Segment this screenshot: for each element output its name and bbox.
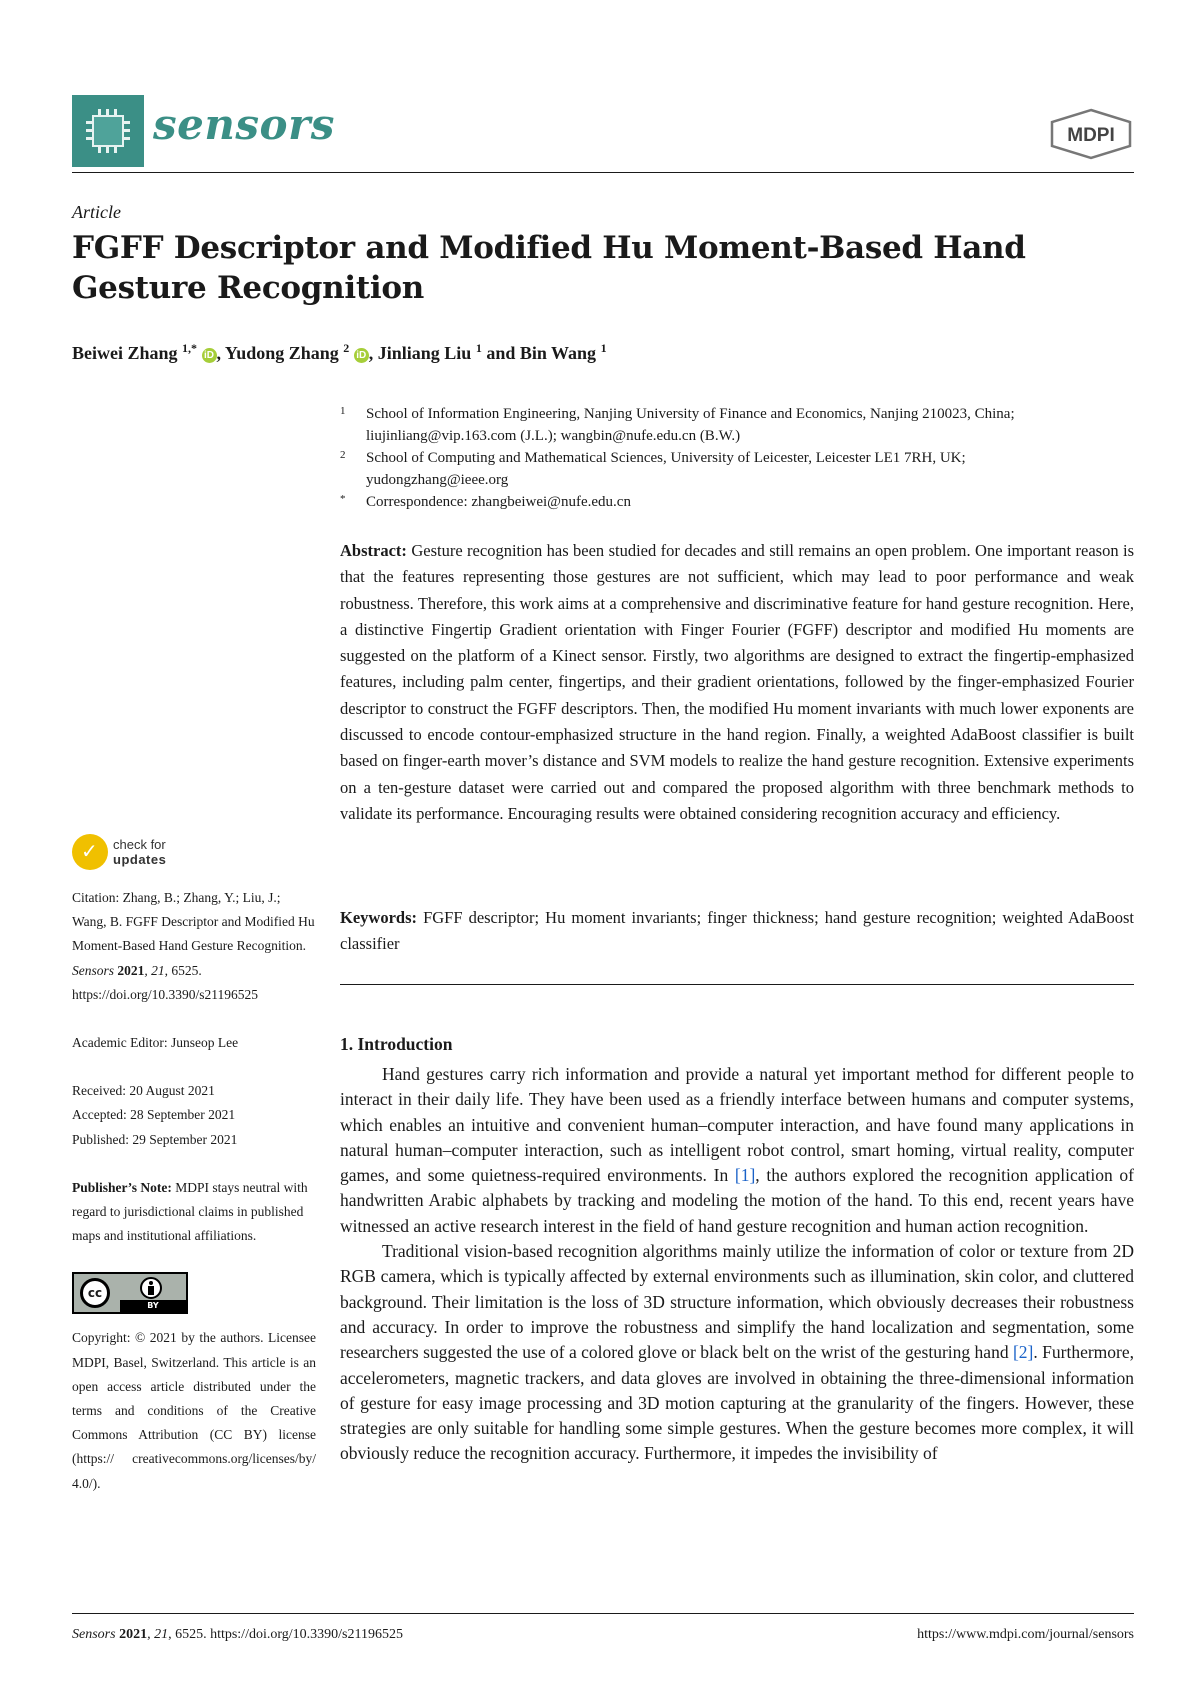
author-separator: , <box>368 343 378 363</box>
checkmark-icon: ✓ <box>72 834 108 870</box>
affiliation-item <box>340 447 1140 491</box>
journal-name[interactable]: sensors <box>153 100 335 149</box>
abstract <box>340 538 1134 827</box>
citation-label: Citation: <box>72 890 120 905</box>
citation-volume: , 21 <box>144 962 165 978</box>
copyright-notice: Copyright: © 2021 by the authors. Licensee MDPI, Basel, Switzerland. This article is an open access article distributed under the terms and conditions of the Creative Commons Attribution (CC BY) license (https:// creativecommons.org/licenses/by/ 4.0/). <box>72 1330 316 1491</box>
dates <box>72 1079 316 1152</box>
citation-year: 2021 <box>114 962 145 978</box>
author-name[interactable]: Bin Wang <box>519 343 597 363</box>
introduction-body <box>340 1062 1134 1467</box>
paragraph <box>340 1239 1134 1467</box>
check-for-updates-button[interactable] <box>72 834 212 872</box>
journal-url-link[interactable]: https://www.mdpi.com/journal/sensors <box>917 1627 1134 1642</box>
affiliation-item <box>340 491 1140 513</box>
article-title <box>72 228 1134 308</box>
author-name[interactable]: Jinliang Liu <box>377 343 472 363</box>
paragraph-text: Hand gestures carry rich information and provide a natural yet important method for different people to interact in their daily life. They have been used as a friendly interface between humans and computer systems, which enables an intuitive and convenient human–computer interaction, and have found many applications in natural human–computer interaction, such as intelligent robot control, smart homing, virtual reality, computer games, and some quietness-required environments. In <box>340 1064 1134 1186</box>
orcid-icon[interactable]: iD <box>354 348 369 363</box>
check-updates-label: updates <box>113 852 167 867</box>
affiliation-emails[interactable]: liujinliang@vip.163.com (J.L.); wangbin@nufe.edu.cn (B.W.) <box>366 428 741 444</box>
by-label: BY <box>120 1300 186 1312</box>
affiliation-marker: 1 <box>340 405 346 417</box>
mdpi-logo[interactable] <box>1048 108 1134 160</box>
affiliation-line: School of Computing and Mathematical Sciences, University of Leicester, Leicester LE1 7RH, UK; <box>366 450 966 466</box>
author-affil-marker: 2 <box>343 341 350 355</box>
author-separator: , <box>216 343 225 363</box>
author-and: and <box>481 343 520 363</box>
correspondence-line[interactable]: Correspondence: zhangbeiwei@nufe.edu.cn <box>366 494 631 510</box>
affiliation-line: School of Information Engineering, Nanjing University of Finance and Economics, Nanjing 210023, China; <box>366 406 1015 422</box>
creative-commons-icon: cc <box>80 1278 110 1308</box>
publisher-note-label: Publisher’s Note: <box>72 1179 172 1195</box>
mdpi-logo-text: MDPI <box>1067 125 1115 146</box>
published-date: Published: 29 September 2021 <box>72 1131 238 1147</box>
keywords <box>340 905 1134 957</box>
publisher-note <box>72 1176 316 1249</box>
article-sidebar <box>72 886 316 1496</box>
citation-text: Zhang, B.; Zhang, Y.; Liu, J.; Wang, B. FGFF Descriptor and Modified Hu Moment-Based Hand Gesture Recognition. <box>72 890 315 954</box>
footer-year: 2021 <box>115 1627 148 1642</box>
paragraph-text: Traditional vision-based recognition algorithms mainly utilize the information of color or texture from 2D RGB camera, which is typically affected by external environments such as illumination, skin color, and cluttered background. Their limitation is the loss of 3D structure information, which obviously decreases their robustness and accuracy. In order to improve the robustness and simplify the hand localization and segmentation, some researchers suggested the use of a colored glove or black belt on the wrist of the gesturing hand <box>340 1241 1134 1363</box>
paragraph <box>340 1062 1134 1239</box>
header-divider <box>72 172 1134 173</box>
citation-doi[interactable]: , 6525. https://doi.org/10.3390/s21196525 <box>72 962 259 1002</box>
citation-link[interactable]: [2] <box>1012 1342 1034 1363</box>
author-affil-marker: 1 <box>475 341 482 355</box>
footer-doi[interactable]: , 6525. https://doi.org/10.3390/s21196525 <box>168 1627 403 1642</box>
received-date: Received: 20 August 2021 <box>72 1083 215 1099</box>
author-list <box>72 341 607 364</box>
keywords-text: FGFF descriptor; Hu moment invariants; finger thickness; hand gesture recognition; weighted AdaBoost classifier <box>340 908 1134 953</box>
publisher-note-text: MDPI stays neutral with regard to jurisdictional claims in published maps and institutional affiliations. <box>72 1179 308 1244</box>
footer-volume: , 21 <box>147 1627 169 1642</box>
citation-link[interactable]: [1] <box>734 1165 756 1186</box>
footer-journal: Sensors <box>72 1627 116 1642</box>
academic-editor: Academic Editor: Junseop Lee <box>72 1035 239 1051</box>
author-affil-marker: 1 <box>600 341 607 355</box>
author-name[interactable]: Beiwei Zhang <box>72 343 178 363</box>
cc-by-license-badge[interactable] <box>72 1272 188 1314</box>
abstract-text: Gesture recognition has been studied for decades and still remains an open problem. One important reason is that the features representing those gestures are not sufficient, which may lead to poor performance and weak robustness. Therefore, this work aims at a comprehensive and discriminative feature for hand gesture recognition. Here, a distinctive Fingertip Gradient orientation with Finger Fourier (FGFF) descriptor and modified Hu moments are suggested on the platform of a Kinect sensor. Firstly, two algorithms are designed to extract the fingertip-emphasized features, including palm center, fingertips, and their gradient orientations, followed by the finger-emphasized Fourier descriptor to construct the FGFF descriptors. Then, the modified Hu moment invariants with much lower exponents are discussed to encode contour-emphasized structure in the hand region. Finally, a weighted AdaBoost classifier is built based on finger-earth mover’s distance and SVM models to realize the hand gesture recognition. Extensive experiments on a ten-gesture dataset were carried out and compared the proposed algorithm with three benchmark methods to validate its performance. Encouraging results were obtained considering recognition accuracy and efficiency. <box>340 541 1135 823</box>
author-affil-marker: 1,* <box>182 341 198 355</box>
citation-block <box>72 886 316 1007</box>
affiliations <box>340 403 1140 513</box>
paragraph-text: , the authors explored the recognition application of handwritten Arabic alphabets by tracking and modeling the motion of the hand. To this end, recent years have witnessed an active research interest in the field of hand gesture recognition and human action recognition. <box>340 1165 1135 1236</box>
title-line-2: Gesture Recognition <box>72 270 424 306</box>
title-line-1: FGFF Descriptor and Modified Hu Moment-Based Hand <box>72 230 1026 266</box>
affiliation-emails[interactable]: yudongzhang@ieee.org <box>366 472 509 488</box>
section-divider <box>340 984 1134 985</box>
abstract-label: Abstract: <box>340 541 407 560</box>
accepted-date: Accepted: 28 September 2021 <box>72 1107 236 1123</box>
section-heading: 1. Introduction <box>340 1034 453 1054</box>
citation-journal: Sensors <box>72 962 115 978</box>
keywords-label: Keywords: <box>340 908 417 927</box>
footer-divider <box>72 1613 1134 1614</box>
paragraph-text: . Furthermore, accelerometers, magnetic trackers, and data gloves are involved in obtaining the three-dimensional information of gesture for easy image processing and 3D motion capturing at the granularity of the fingers. However, these strategies are only suitable for handling some simple gestures. When the gesture becomes more complex, it will obviously reduce the recognition accuracy. Furthermore, it impedes the invisibility of <box>340 1342 1134 1464</box>
affiliation-item <box>340 403 1140 447</box>
affiliation-marker: 2 <box>340 449 346 461</box>
article-type: Article <box>72 202 121 222</box>
author-name[interactable]: Yudong Zhang <box>224 343 339 363</box>
footer-citation <box>72 1627 403 1643</box>
attribution-icon <box>140 1277 162 1299</box>
journal-logo <box>72 95 144 167</box>
check-updates-label: check for <box>113 837 166 852</box>
affiliation-marker: * <box>340 493 346 505</box>
orcid-icon[interactable]: iD <box>202 348 217 363</box>
